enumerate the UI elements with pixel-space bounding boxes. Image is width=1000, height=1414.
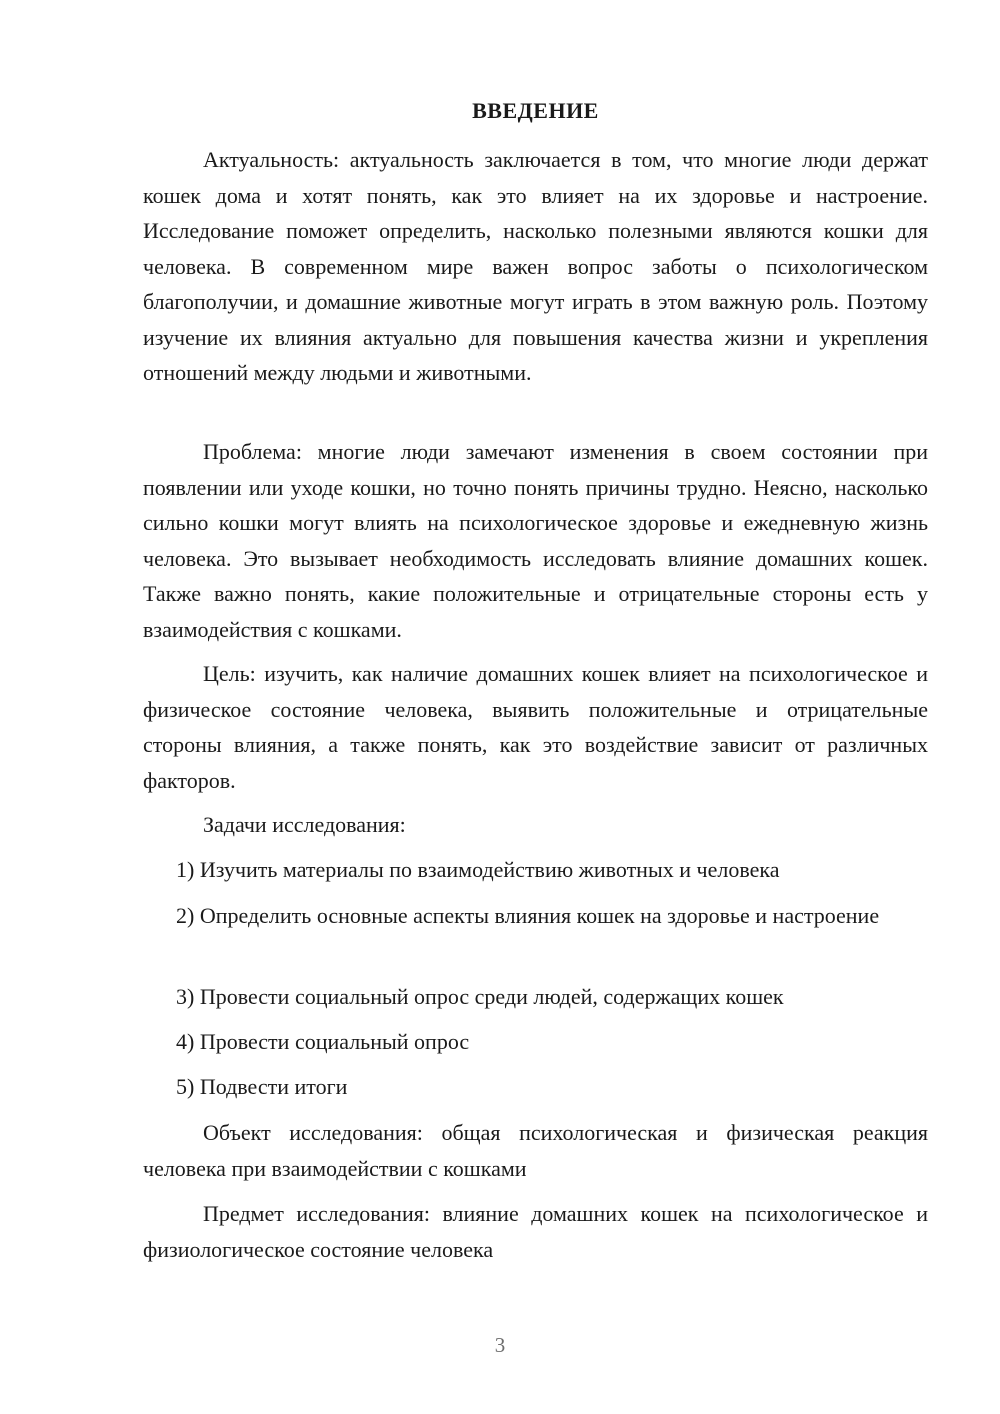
paragraph-problem: Проблема: многие люди замечают изменения в своем состоянии при появлении или уходе кошки, но точно понять причины трудно. Неясно, насколько сильно кошки могут влиять на психологическое здоровье и ежедневную жизнь человека. Это вызывает необходимость исследовать влияние домашних кошек. Также важно понять, какие положительные и отрицательные стороны есть у взаимодействия с кошками.: [143, 439, 928, 642]
paragraph-subject: Предмет исследования: влияние домашних кошек на психологическое и физиологическое состояние человека: [143, 1201, 928, 1262]
task-item-1: 1) Изучить материалы по взаимодействию животных и человека: [176, 857, 780, 882]
paragraph-object: Объект исследования: общая психологическая и физическая реакция человека при взаимодействии с кошками: [143, 1120, 928, 1181]
paragraph-relevance: Актуальность: актуальность заключается в том, что многие люди держат кошек дома и хотят понять, как это влияет на их здоровье и настроение. Исследование поможет определить, насколько полезными являются кошки для человека. В современном мире важен вопрос заботы о психологическом благополучии, и домашние животные могут играть в этом важную роль. Поэтому изучение их влияния актуально для повышения качества жизни и укрепления отношений между людьми и животными.: [143, 147, 928, 385]
paragraph-goal: Цель: изучить, как наличие домашних кошек влияет на психологическое и физическое состояние человека, выявить положительные и отрицательные стороны влияния, а также понять, как это воздействие зависит от различных факторов.: [143, 661, 928, 793]
task-item-5: 5) Подвести итоги: [176, 1074, 348, 1099]
tasks-heading: Задачи исследования:: [203, 812, 406, 837]
task-item-3: 3) Провести социальный опрос среди людей, содержащих кошек: [176, 984, 784, 1009]
page-number: 3: [494, 1333, 506, 1357]
page-title: ВВЕДЕНИЕ: [472, 98, 599, 123]
task-item-4: 4) Провести социальный опрос: [176, 1029, 470, 1054]
task-item-2: 2) Определить основные аспекты влияния кошек на здоровье и настроение: [176, 903, 880, 928]
